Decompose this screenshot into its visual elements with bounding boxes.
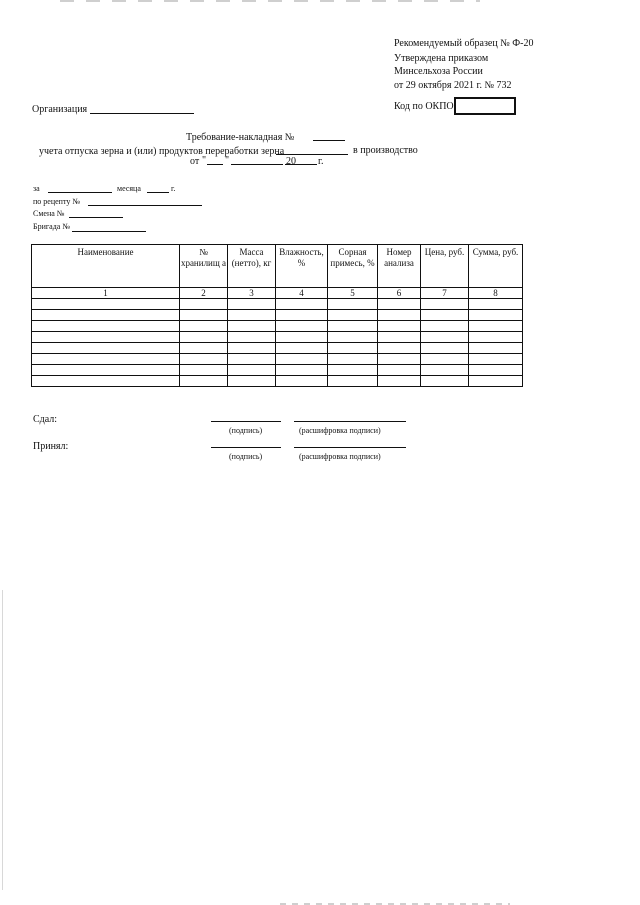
gave-transcript-field[interactable]: [294, 421, 406, 422]
col-header-storage: № хранилищ а: [180, 245, 228, 288]
table-cell[interactable]: [32, 343, 180, 354]
table-cell[interactable]: [378, 299, 421, 310]
table-cell[interactable]: [421, 332, 469, 343]
table-cell[interactable]: [378, 343, 421, 354]
goods-table: [31, 244, 523, 387]
table-cell[interactable]: [32, 354, 180, 365]
received-transcript-field[interactable]: [294, 447, 406, 448]
column-number: 7: [421, 288, 469, 299]
table-row: [32, 321, 523, 332]
table-cell[interactable]: [378, 321, 421, 332]
shift-label: Смена №: [33, 209, 65, 218]
table-cell[interactable]: [378, 332, 421, 343]
column-number-row: [32, 288, 523, 299]
year-field[interactable]: [285, 164, 317, 165]
table-cell[interactable]: [469, 376, 523, 387]
organization-field[interactable]: [90, 113, 194, 114]
table-cell[interactable]: [180, 310, 228, 321]
gave-signature-caption: (подпись): [229, 426, 263, 435]
table-cell[interactable]: [328, 310, 378, 321]
col-header-impurity: Сорная примесь, %: [328, 245, 378, 288]
col-header-sum: Сумма, руб.: [469, 245, 523, 288]
table-row: [32, 376, 523, 387]
received-label: Принял:: [33, 441, 69, 452]
table-cell[interactable]: [276, 343, 328, 354]
table-cell[interactable]: [276, 376, 328, 387]
table-cell[interactable]: [421, 299, 469, 310]
table-cell[interactable]: [180, 365, 228, 376]
okpo-label: Код по ОКПО: [394, 101, 454, 112]
organization-label: Организация: [32, 104, 88, 115]
table-cell[interactable]: [378, 310, 421, 321]
year-suffix: г.: [318, 156, 324, 167]
to-production-label: в производство: [353, 145, 418, 156]
column-number: 3: [228, 288, 276, 299]
table-cell[interactable]: [276, 332, 328, 343]
period-year-label: г.: [171, 184, 176, 193]
column-number: 5: [328, 288, 378, 299]
col-header-analysis-number: Номер анализа: [378, 245, 421, 288]
period-month-label: месяца: [117, 184, 141, 193]
table-cell[interactable]: [228, 343, 276, 354]
received-signature-field[interactable]: [211, 447, 281, 448]
period-za-label: за: [33, 184, 40, 193]
table-cell[interactable]: [421, 376, 469, 387]
table-cell[interactable]: [32, 321, 180, 332]
table-cell[interactable]: [228, 321, 276, 332]
document-number-field[interactable]: [313, 140, 345, 141]
purpose-text: учета отпуска зерна и (или) продуктов переработки зерна: [39, 146, 285, 157]
table-cell[interactable]: [469, 299, 523, 310]
table-cell[interactable]: [328, 321, 378, 332]
table-cell[interactable]: [32, 365, 180, 376]
column-number: 4: [276, 288, 328, 299]
gave-label: Сдал:: [33, 414, 58, 425]
table-row: [32, 343, 523, 354]
column-number: 2: [180, 288, 228, 299]
column-number: 1: [32, 288, 180, 299]
table-cell[interactable]: [32, 376, 180, 387]
approved-label: Утверждена приказом: [394, 53, 489, 64]
table-cell[interactable]: [276, 310, 328, 321]
gave-signature-field[interactable]: [211, 421, 281, 422]
table-cell[interactable]: [180, 354, 228, 365]
table-cell[interactable]: [469, 365, 523, 376]
scan-artifact-edge: [2, 590, 3, 890]
shift-field[interactable]: [69, 217, 123, 218]
table-cell[interactable]: [180, 321, 228, 332]
table-cell[interactable]: [421, 354, 469, 365]
table-cell[interactable]: [32, 332, 180, 343]
document-title: Требование-накладная №: [186, 132, 295, 143]
table-cell[interactable]: [328, 343, 378, 354]
table-cell[interactable]: [228, 376, 276, 387]
table-cell[interactable]: [328, 299, 378, 310]
table-cell[interactable]: [378, 376, 421, 387]
day-field[interactable]: [207, 164, 223, 165]
table-cell[interactable]: [378, 365, 421, 376]
table-cell[interactable]: [32, 299, 180, 310]
table-cell[interactable]: [469, 354, 523, 365]
col-header-name: Наименование: [32, 245, 180, 288]
table-row: [32, 299, 523, 310]
year-prefix: 20: [286, 156, 296, 167]
table-cell[interactable]: [469, 332, 523, 343]
gave-transcript-caption: (расшифровка подписи): [299, 426, 381, 435]
table-cell[interactable]: [328, 365, 378, 376]
table-cell[interactable]: [276, 354, 328, 365]
table-cell[interactable]: [180, 343, 228, 354]
table-cell[interactable]: [421, 321, 469, 332]
column-number: 8: [469, 288, 523, 299]
brigade-label: Бригада №: [33, 222, 70, 231]
recipe-field[interactable]: [88, 205, 202, 206]
table-cell[interactable]: [276, 365, 328, 376]
table-cell[interactable]: [469, 310, 523, 321]
okpo-field[interactable]: [454, 97, 516, 115]
received-transcript-caption: (расшифровка подписи): [299, 452, 381, 461]
order-date-label: от 29 октября 2021 г. № 732: [394, 80, 512, 91]
table-cell[interactable]: [328, 332, 378, 343]
date-from-label: от: [190, 156, 200, 167]
brigade-field[interactable]: [72, 231, 146, 232]
received-signature-caption: (подпись): [229, 452, 263, 461]
table-cell[interactable]: [469, 343, 523, 354]
table-cell[interactable]: [421, 343, 469, 354]
table-cell[interactable]: [378, 354, 421, 365]
table-cell[interactable]: [228, 310, 276, 321]
column-number: 6: [378, 288, 421, 299]
table-cell[interactable]: [469, 321, 523, 332]
table-header-row: [32, 245, 523, 288]
table-cell[interactable]: [421, 310, 469, 321]
table-cell[interactable]: [228, 332, 276, 343]
table-cell[interactable]: [180, 376, 228, 387]
quote-open: ": [202, 155, 207, 166]
table-cell[interactable]: [180, 299, 228, 310]
table-row: [32, 332, 523, 343]
month-field[interactable]: [231, 164, 283, 165]
col-header-price: Цена, руб.: [421, 245, 469, 288]
table-cell[interactable]: [421, 365, 469, 376]
table-cell[interactable]: [328, 376, 378, 387]
table-cell[interactable]: [32, 310, 180, 321]
table-cell[interactable]: [228, 299, 276, 310]
period-year-field[interactable]: [147, 192, 169, 193]
period-day-field[interactable]: [48, 192, 112, 193]
table-row: [32, 310, 523, 321]
ministry-label: Минсельхоза России: [394, 66, 483, 77]
table-cell[interactable]: [180, 332, 228, 343]
scan-artifact-top: [60, 0, 480, 2]
table-cell[interactable]: [228, 354, 276, 365]
table-row: [32, 365, 523, 376]
table-row: [32, 354, 523, 365]
recipe-label: по рецепту №: [33, 197, 80, 206]
table-cell[interactable]: [228, 365, 276, 376]
col-header-moisture: Влажность, %: [276, 245, 328, 288]
col-header-mass: Масса (нетто), кг: [228, 245, 276, 288]
table-cell[interactable]: [276, 299, 328, 310]
table-cell[interactable]: [276, 321, 328, 332]
quote-close: ": [225, 155, 230, 166]
table-cell[interactable]: [328, 354, 378, 365]
form-sample-label: Рекомендуемый образец № Ф-20: [394, 38, 534, 49]
